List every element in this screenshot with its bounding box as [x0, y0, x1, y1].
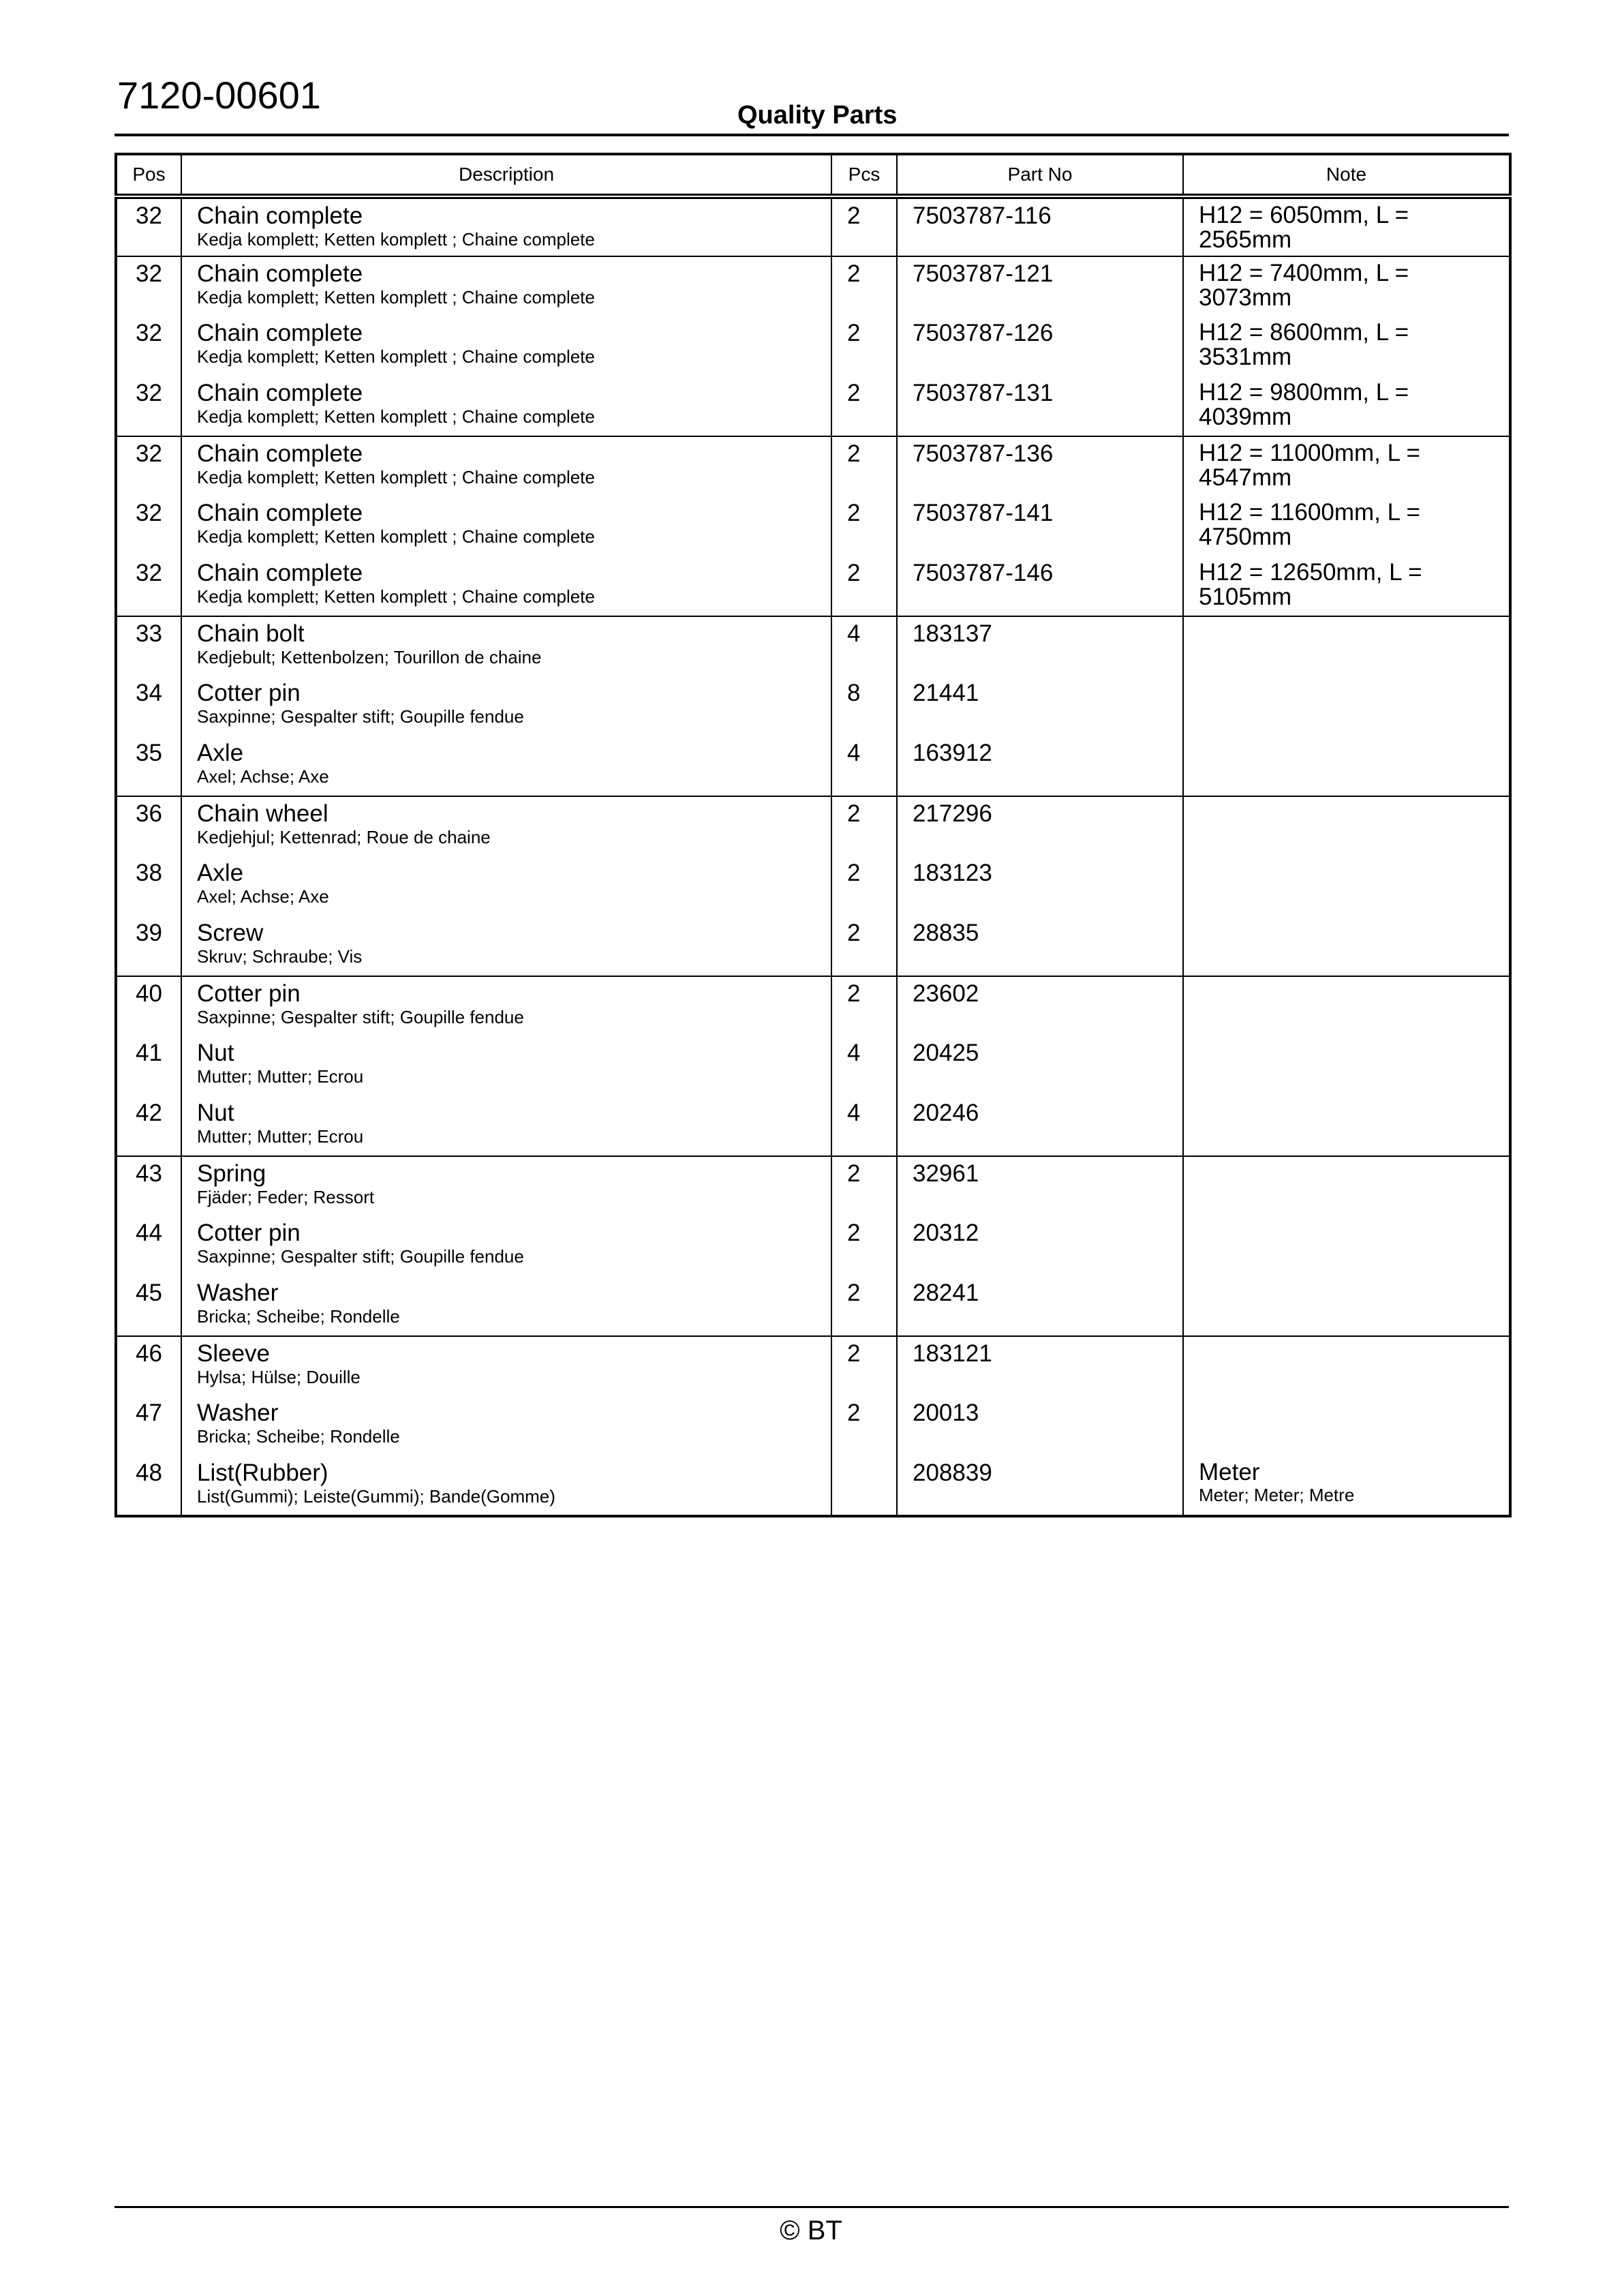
description-translations: Bricka; Scheibe; Rondelle	[197, 1306, 400, 1327]
part-number: 7503787-141	[913, 500, 1054, 526]
pcs-value: 2	[847, 202, 861, 229]
part-number: 20312	[913, 1220, 979, 1246]
pos-cell	[116, 1096, 181, 1156]
description-cell	[181, 916, 831, 976]
description-text: Washer	[197, 1400, 279, 1426]
pos-value: 46	[136, 1340, 162, 1367]
pos-cell	[116, 1396, 181, 1456]
description-translations: Kedja komplett; Ketten komplett ; Chaine complete	[197, 287, 595, 307]
pos-value: 47	[136, 1400, 162, 1426]
note-text: H12 = 12650mm, L = 5105mm	[1199, 559, 1422, 610]
pcs-cell	[831, 1216, 897, 1276]
description-text: Nut	[197, 1100, 234, 1126]
table-row	[116, 1396, 1510, 1456]
pos-cell	[116, 676, 181, 736]
pos-value: 40	[136, 980, 162, 1007]
pcs-cell	[831, 736, 897, 796]
note-cell	[1183, 1216, 1510, 1276]
pcs-value: 2	[847, 980, 861, 1007]
pcs-value: 2	[847, 920, 861, 946]
part-no-cell	[897, 976, 1183, 1036]
pos-cell	[116, 1036, 181, 1096]
note-cell	[1183, 1396, 1510, 1456]
part-number: 7503787-116	[913, 202, 1052, 229]
note-cell	[1183, 196, 1510, 256]
description-cell	[181, 256, 831, 316]
part-no-cell	[897, 256, 1183, 316]
part-number: 7503787-121	[913, 260, 1054, 287]
part-number: 21441	[913, 680, 979, 706]
note-text	[1199, 736, 1430, 740]
pos-value: 41	[136, 1040, 162, 1066]
description-translations: Kedja komplett; Ketten komplett ; Chaine complete	[197, 229, 595, 250]
column-header-description: Description	[181, 154, 831, 196]
part-no-cell	[897, 1336, 1183, 1396]
description-cell	[181, 616, 831, 676]
pcs-cell	[831, 256, 897, 316]
pos-cell	[116, 1156, 181, 1216]
pcs-cell	[831, 916, 897, 976]
pos-cell	[116, 556, 181, 616]
note-cell	[1183, 736, 1510, 796]
description-cell	[181, 1156, 831, 1216]
description-translations: Bricka; Scheibe; Rondelle	[197, 1426, 400, 1447]
note-text	[1199, 916, 1430, 920]
part-no-cell	[897, 1216, 1183, 1276]
part-no-cell	[897, 676, 1183, 736]
table-row	[116, 556, 1510, 616]
pcs-cell	[831, 796, 897, 856]
part-number: 7503787-136	[913, 440, 1054, 467]
table-row	[116, 436, 1510, 496]
description-translations: Kedjehjul; Kettenrad; Roue de chaine	[197, 827, 491, 847]
description-cell	[181, 796, 831, 856]
description-text: Cotter pin	[197, 1220, 301, 1246]
part-number: 217296	[913, 800, 992, 827]
description-text: Chain complete	[197, 260, 363, 287]
part-no-cell	[897, 316, 1183, 376]
note-text	[1199, 676, 1430, 680]
description-translations: Hylsa; Hülse; Douille	[197, 1367, 361, 1387]
part-no-cell	[897, 616, 1183, 676]
pos-cell	[116, 316, 181, 376]
note-cell	[1183, 496, 1510, 556]
note-text	[1199, 1036, 1430, 1040]
pcs-value	[847, 1456, 896, 1460]
pos-value: 32	[136, 500, 162, 526]
note-text	[1199, 977, 1430, 981]
part-no-cell	[897, 376, 1183, 436]
pcs-cell	[831, 1156, 897, 1216]
description-text: Sleeve	[197, 1340, 271, 1367]
table-row	[116, 1096, 1510, 1156]
part-no-cell	[897, 1156, 1183, 1216]
note-text: H12 = 11600mm, L = 4750mm	[1199, 499, 1420, 550]
part-no-cell	[897, 556, 1183, 616]
description-text: Chain complete	[197, 500, 363, 526]
description-cell	[181, 1036, 831, 1096]
description-translations: Saxpinne; Gespalter stift; Goupille fendue	[197, 706, 524, 727]
pcs-cell	[831, 856, 897, 916]
description-translations: Axel; Achse; Axe	[197, 886, 329, 907]
pcs-cell	[831, 496, 897, 556]
note-text	[1199, 617, 1430, 621]
table-row	[116, 1156, 1510, 1216]
pcs-value: 4	[847, 740, 861, 766]
pos-value: 42	[136, 1100, 162, 1126]
description-text: Cotter pin	[197, 680, 301, 706]
description-translations: Skruv; Schraube; Vis	[197, 946, 363, 967]
description-cell	[181, 436, 831, 496]
description-cell	[181, 976, 831, 1036]
note-cell	[1183, 1456, 1510, 1516]
pos-value: 32	[136, 440, 162, 467]
pos-value: 39	[136, 920, 162, 946]
pos-cell	[116, 196, 181, 256]
pcs-value: 2	[847, 1400, 861, 1426]
table-row	[116, 496, 1510, 556]
pos-cell	[116, 856, 181, 916]
table-row	[116, 736, 1510, 796]
column-header-note: Note	[1183, 154, 1510, 196]
note-text: H12 = 7400mm, L = 3073mm	[1199, 260, 1409, 311]
pcs-cell	[831, 1456, 897, 1516]
note-text: H12 = 8600mm, L = 3531mm	[1199, 319, 1409, 370]
part-no-cell	[897, 796, 1183, 856]
pos-value: 43	[136, 1160, 162, 1187]
table-row	[116, 196, 1510, 256]
table-row	[116, 856, 1510, 916]
note-cell	[1183, 256, 1510, 316]
note-cell	[1183, 1276, 1510, 1336]
pos-value: 44	[136, 1220, 162, 1246]
description-text: Spring	[197, 1160, 266, 1187]
part-number: 183121	[913, 1340, 992, 1367]
pcs-value: 2	[847, 440, 861, 467]
table-row	[116, 616, 1510, 676]
pcs-cell	[831, 676, 897, 736]
pcs-value: 2	[847, 500, 861, 526]
pcs-value: 2	[847, 1220, 861, 1246]
part-no-cell	[897, 1456, 1183, 1516]
table-row	[116, 676, 1510, 736]
note-text: Meter	[1199, 1459, 1260, 1485]
pcs-value: 2	[847, 1340, 861, 1367]
table-row	[116, 796, 1510, 856]
copyright-footer: © BT	[780, 2216, 842, 2246]
pos-value: 35	[136, 740, 162, 766]
pcs-value: 4	[847, 1100, 861, 1126]
part-no-cell	[897, 1036, 1183, 1096]
pcs-value: 4	[847, 620, 861, 647]
description-text: Chain complete	[197, 202, 363, 229]
description-translations: Mutter; Mutter; Ecrou	[197, 1126, 364, 1147]
table-row	[116, 1276, 1510, 1336]
table-row	[116, 916, 1510, 976]
description-text: Chain wheel	[197, 800, 328, 827]
column-header-pos: Pos	[116, 154, 181, 196]
note-text	[1199, 856, 1430, 860]
table-row	[116, 1036, 1510, 1096]
pcs-cell	[831, 1396, 897, 1456]
pos-cell	[116, 736, 181, 796]
part-number: 163912	[913, 740, 992, 766]
pos-value: 32	[136, 202, 162, 229]
pcs-value: 2	[847, 260, 861, 287]
description-text: List(Rubber)	[197, 1460, 328, 1486]
pos-value: 32	[136, 560, 162, 586]
table-row	[116, 1336, 1510, 1396]
part-number: 20246	[913, 1100, 979, 1126]
description-translations: Kedja komplett; Ketten komplett ; Chaine complete	[197, 406, 595, 427]
pos-cell	[116, 436, 181, 496]
part-no-cell	[897, 196, 1183, 256]
pcs-value: 2	[847, 860, 861, 886]
table-row	[116, 1216, 1510, 1276]
description-translations: Kedja komplett; Ketten komplett ; Chaine complete	[197, 346, 595, 367]
note-cell	[1183, 1156, 1510, 1216]
note-text	[1199, 1276, 1430, 1280]
column-header-pcs: Pcs	[831, 154, 897, 196]
table-row	[116, 256, 1510, 316]
pcs-cell	[831, 976, 897, 1036]
note-text	[1199, 1157, 1430, 1161]
note-cell	[1183, 1036, 1510, 1096]
note-text: H12 = 6050mm, L = 2565mm	[1199, 202, 1409, 253]
part-no-cell	[897, 916, 1183, 976]
part-number: 208839	[913, 1460, 992, 1486]
description-cell	[181, 1276, 831, 1336]
table-row	[116, 1456, 1510, 1516]
description-text: Nut	[197, 1040, 234, 1066]
description-translations: Kedjebult; Kettenbolzen; Tourillon de chaine	[197, 647, 542, 667]
description-translations: Axel; Achse; Axe	[197, 766, 329, 787]
part-number: 183123	[913, 860, 992, 886]
table-header-row	[116, 154, 1510, 196]
description-translations: Saxpinne; Gespalter stift; Goupille fendue	[197, 1246, 524, 1267]
note-cell	[1183, 1096, 1510, 1156]
note-text: H12 = 9800mm, L = 4039mm	[1199, 379, 1409, 430]
description-cell	[181, 676, 831, 736]
description-translations: List(Gummi); Leiste(Gummi); Bande(Gomme)	[197, 1486, 555, 1507]
part-no-cell	[897, 1396, 1183, 1456]
pos-cell	[116, 1276, 181, 1336]
pcs-value: 2	[847, 800, 861, 827]
pos-cell	[116, 1336, 181, 1396]
pos-value: 34	[136, 680, 162, 706]
description-text: Chain bolt	[197, 620, 305, 647]
pos-cell	[116, 1456, 181, 1516]
note-translations: Meter; Meter; Metre	[1199, 1485, 1355, 1505]
part-number: 183137	[913, 620, 992, 647]
part-number: 28241	[913, 1280, 979, 1306]
note-text	[1199, 1396, 1430, 1400]
table-row	[116, 976, 1510, 1036]
pcs-cell	[831, 1036, 897, 1096]
description-cell	[181, 1456, 831, 1516]
note-cell	[1183, 976, 1510, 1036]
parts-table-body	[116, 196, 1510, 1516]
note-cell	[1183, 436, 1510, 496]
note-text: H12 = 11000mm, L = 4547mm	[1199, 440, 1420, 491]
part-number: 20013	[913, 1400, 979, 1426]
description-translations: Mutter; Mutter; Ecrou	[197, 1066, 364, 1087]
description-translations: Fjäder; Feder; Ressort	[197, 1187, 375, 1207]
pcs-cell	[831, 196, 897, 256]
pcs-cell	[831, 436, 897, 496]
pos-cell	[116, 616, 181, 676]
description-text: Axle	[197, 860, 244, 886]
description-text: Chain complete	[197, 320, 363, 346]
note-text	[1199, 1337, 1430, 1341]
pcs-cell	[831, 1096, 897, 1156]
part-no-cell	[897, 436, 1183, 496]
page-title: Quality Parts	[737, 101, 898, 130]
note-cell	[1183, 376, 1510, 436]
description-translations: Kedja komplett; Ketten komplett ; Chaine complete	[197, 467, 595, 487]
part-number: 23602	[913, 980, 979, 1007]
parts-table	[114, 153, 1512, 1517]
pcs-value: 2	[847, 1280, 861, 1306]
note-cell	[1183, 796, 1510, 856]
part-number: 32961	[913, 1160, 979, 1187]
pcs-cell	[831, 1336, 897, 1396]
pcs-cell	[831, 556, 897, 616]
note-cell	[1183, 676, 1510, 736]
pos-value: 32	[136, 380, 162, 406]
pos-cell	[116, 256, 181, 316]
description-cell	[181, 556, 831, 616]
pos-value: 45	[136, 1280, 162, 1306]
description-cell	[181, 856, 831, 916]
pos-cell	[116, 976, 181, 1036]
pos-cell	[116, 496, 181, 556]
description-cell	[181, 376, 831, 436]
note-cell	[1183, 916, 1510, 976]
pos-value: 33	[136, 620, 162, 647]
note-text	[1199, 1216, 1430, 1220]
description-translations: Kedja komplett; Ketten komplett ; Chaine complete	[197, 586, 595, 607]
pos-value: 32	[136, 320, 162, 346]
description-text: Washer	[197, 1280, 279, 1306]
description-text: Chain complete	[197, 560, 363, 586]
pcs-value: 2	[847, 1160, 861, 1187]
description-translations: Kedja komplett; Ketten komplett ; Chaine complete	[197, 526, 595, 547]
table-row	[116, 376, 1510, 436]
note-cell	[1183, 316, 1510, 376]
description-text: Screw	[197, 920, 264, 946]
description-cell	[181, 316, 831, 376]
pcs-value: 8	[847, 680, 861, 706]
part-number: 28835	[913, 920, 979, 946]
description-cell	[181, 1396, 831, 1456]
pcs-cell	[831, 616, 897, 676]
note-text	[1199, 1096, 1430, 1100]
part-number: 7503787-131	[913, 380, 1054, 406]
pos-value: 38	[136, 860, 162, 886]
pcs-cell	[831, 1276, 897, 1336]
table-row	[116, 316, 1510, 376]
pos-value: 48	[136, 1460, 162, 1486]
description-translations: Saxpinne; Gespalter stift; Goupille fendue	[197, 1007, 524, 1027]
description-cell	[181, 736, 831, 796]
pos-value: 32	[136, 260, 162, 287]
note-cell	[1183, 616, 1510, 676]
description-cell	[181, 1336, 831, 1396]
document-number: 7120-00601	[117, 74, 321, 117]
pcs-value: 4	[847, 1040, 861, 1066]
note-cell	[1183, 856, 1510, 916]
part-no-cell	[897, 1276, 1183, 1336]
note-cell	[1183, 556, 1510, 616]
part-no-cell	[897, 1096, 1183, 1156]
description-text: Chain complete	[197, 440, 363, 467]
pos-cell	[116, 796, 181, 856]
pos-cell	[116, 1216, 181, 1276]
pcs-value: 2	[847, 320, 861, 346]
pcs-cell	[831, 376, 897, 436]
description-cell	[181, 196, 831, 256]
column-header-part-no: Part No	[897, 154, 1183, 196]
pos-cell	[116, 916, 181, 976]
footer-divider	[114, 2206, 1509, 2208]
part-number: 20425	[913, 1040, 979, 1066]
description-text: Axle	[197, 740, 244, 766]
pcs-cell	[831, 316, 897, 376]
pos-value: 36	[136, 800, 162, 827]
description-cell	[181, 1216, 831, 1276]
pcs-value: 2	[847, 560, 861, 586]
note-cell	[1183, 1336, 1510, 1396]
pos-cell	[116, 376, 181, 436]
description-text: Cotter pin	[197, 980, 301, 1007]
part-number: 7503787-126	[913, 320, 1054, 346]
note-text	[1199, 797, 1430, 801]
part-no-cell	[897, 496, 1183, 556]
description-cell	[181, 1096, 831, 1156]
part-no-cell	[897, 736, 1183, 796]
part-no-cell	[897, 856, 1183, 916]
part-number: 7503787-146	[913, 560, 1054, 586]
pcs-value: 2	[847, 380, 861, 406]
description-cell	[181, 496, 831, 556]
header-divider	[114, 134, 1509, 136]
description-text: Chain complete	[197, 380, 363, 406]
